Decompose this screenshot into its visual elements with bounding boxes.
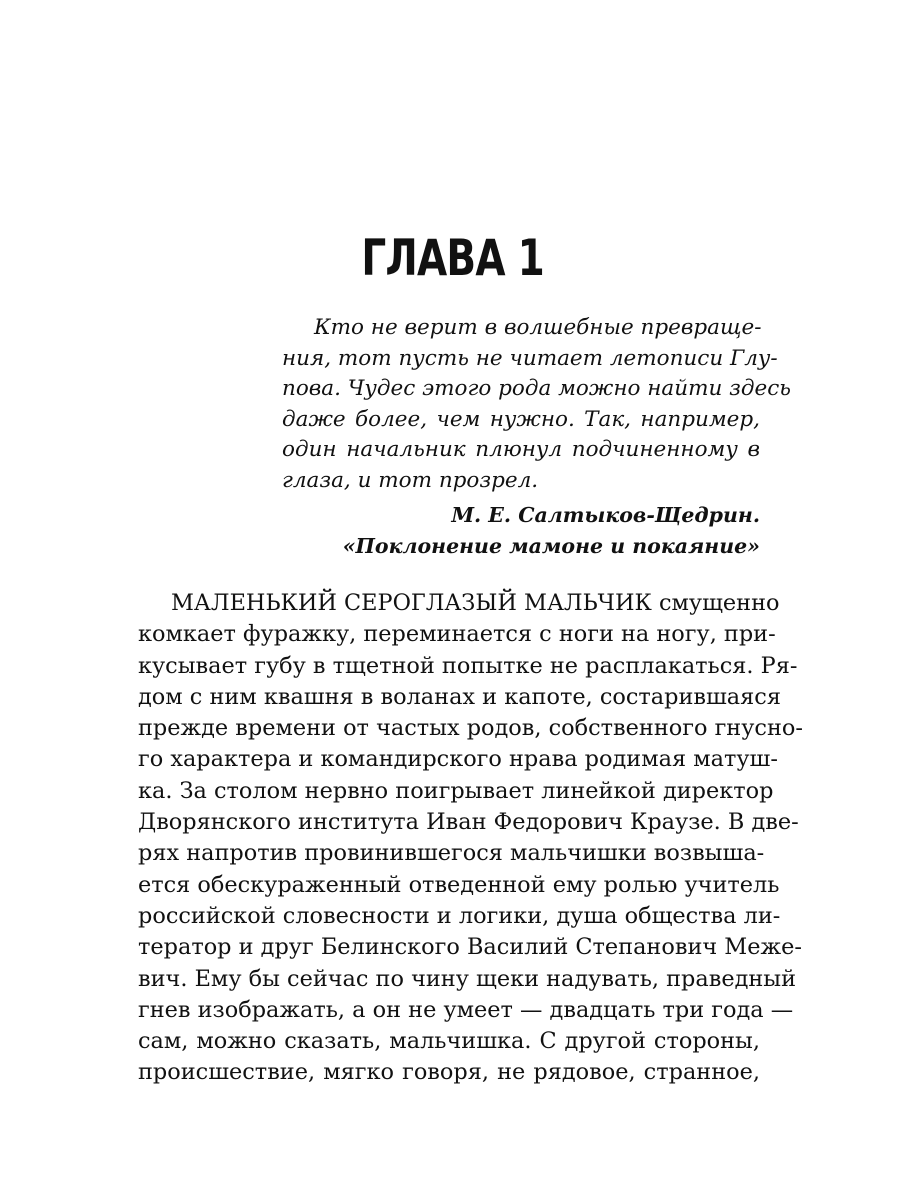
body-line: МАЛЕНЬКИЙ СЕРОГЛАЗЫЙ МАЛЬЧИК смущенно bbox=[171, 590, 780, 616]
body-line: тератор и друг Белинского Василий Степанович Меже- bbox=[138, 934, 802, 961]
epigraph-line: пова. Чудес этого рода можно найти здесь bbox=[282, 376, 791, 401]
body-line: сам, можно сказать, мальчишка. С другой стороны, bbox=[138, 1028, 760, 1055]
epigraph-line: глаза, и тот прозрел. bbox=[282, 467, 539, 493]
epigraph-author: М. Е. Салтыков-Щедрин. bbox=[451, 503, 760, 527]
body-line: гнев изображать, а он не умеет — двадцать три года — bbox=[138, 996, 794, 1023]
body-line: го характера и командирского нрава родимая матуш- bbox=[138, 746, 778, 773]
epigraph-line: Кто не верит в волшебные превраще- bbox=[314, 315, 762, 340]
epigraph-text bbox=[282, 313, 791, 496]
body-line: комкает фуражку, переминается с ноги на ногу, при- bbox=[138, 621, 776, 648]
epigraph-line: один начальник плюнул подчиненному в bbox=[282, 437, 760, 462]
body-line: кусывает губу в тщетной попытке не расплакаться. Ря- bbox=[138, 652, 798, 679]
chapter-title: ГЛАВА 1 bbox=[361, 229, 544, 287]
epigraph bbox=[282, 313, 791, 562]
body-line: прежде времени от частых родов, собственного гнусно- bbox=[138, 715, 803, 742]
body-paragraph bbox=[138, 588, 803, 1089]
epigraph-line: даже более, чем нужно. Так, например, bbox=[282, 406, 760, 432]
body-line: Дворянского института Иван Федорович Краузе. В две- bbox=[138, 809, 799, 836]
body-line: вич. Ему бы сейчас по чину щеки надувать, праведный bbox=[138, 965, 797, 992]
epigraph-line: ния, тот пусть не читает летописи Глу- bbox=[282, 345, 778, 371]
body-line: российской словесности и логики, душа общества ли- bbox=[138, 902, 781, 929]
body-line: дом с ним квашня в воланах и капоте, состарившаяся bbox=[138, 683, 781, 710]
body-line: происшествие, мягко говоря, не рядовое, странное, bbox=[138, 1059, 760, 1086]
epigraph-work-title: «Поклонение мамоне и покаяние» bbox=[342, 534, 760, 558]
body-line: рях напротив провинившегося мальчишки возвыша- bbox=[138, 840, 765, 867]
body-line: ется обескураженный отведенной ему ролью учитель bbox=[138, 871, 780, 898]
epigraph-attribution bbox=[282, 500, 760, 562]
body-line: ка. За столом нервно поигрывает линейкой директор bbox=[138, 777, 774, 804]
